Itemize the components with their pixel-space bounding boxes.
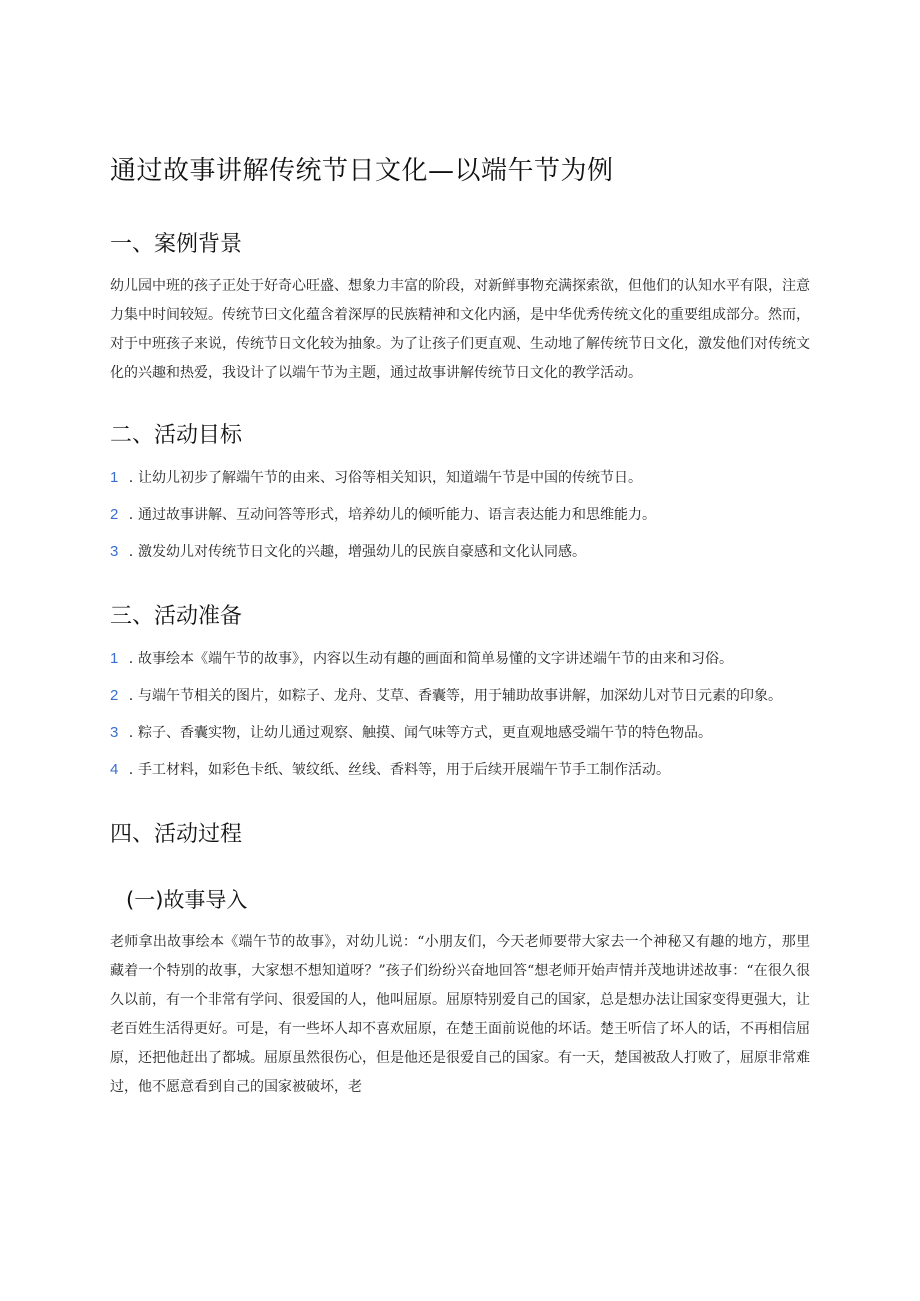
list-item: 1 . 让幼儿初步了解端午节的由来、习俗等相关知识，知道端午节是中国的传统节日。 — [110, 463, 810, 493]
list-number: 2 — [110, 687, 119, 704]
section-heading-background: 一、案例背景 — [110, 232, 243, 257]
list-item-text: 故事绘本《端午节的故事》，内容以生动有趣的画面和简单易懂的文字讲述端午节的由来和习俗。 — [138, 651, 733, 667]
list-item: 3 . 激发幼儿对传统节日文化的兴趣，增强幼儿的民族自豪感和文化认同感。 — [110, 537, 810, 567]
list-number: 1 — [110, 469, 119, 486]
background-paragraph: 幼儿园中班的孩子正处于好奇心旺盛、想象力丰富的阶段，对新鲜事物充满探索欲，但他们的认知水平有限，注意力集中时间较短。传统节曰文化蕴含着深厚的民族精神和文化内涵，是中华优秀传统文化的重要组成部分。然而，对于中班孩子来说，传统节日文化较为抽象。为了让孩子们更直观、生动地了解传统节日文化，激发他们对传统文化的兴趣和热爱，我设计了以端午节为主题，通过故事讲解传统节日文化的教学活动。 — [110, 278, 810, 381]
list-number: 3 — [110, 724, 119, 741]
section-heading-goals: 二、活动目标 — [110, 423, 243, 448]
list-item-text: 激发幼儿对传统节日文化的兴趣，增强幼儿的民族自豪感和文化认同感。 — [138, 544, 586, 560]
list-item: 3 . 粽子、香囊实物，让幼儿通过观察、触摸、闻气味等方式，更直观地感受端午节的特色物品。 — [110, 718, 810, 748]
list-item: 4 . 手工材料，如彩色卡纸、皱纹纸、丝线、香料等，用于后续开展端午节手工制作活动。 — [110, 755, 810, 785]
list-item-text: 让幼儿初步了解端午节的由来、习俗等相关知识，知道端午节是中国的传统节日。 — [138, 470, 642, 486]
section-preparation — [110, 599, 810, 785]
section-heading-preparation: 三、活动准备 — [110, 604, 243, 629]
list-item: 2 . 通过故事讲解、互动问答等形式，培养幼儿的倾听能力、语言表达能力和思维能力。 — [110, 500, 810, 530]
list-item: 1 . 故事绘本《端午节的故事》，内容以生动有趣的画面和简单易懂的文字讲述端午节的由来和习俗。 — [110, 644, 810, 674]
preparation-list — [110, 644, 810, 785]
section-heading-process: 四、活动过程 — [110, 822, 243, 847]
process-paragraph: 老师拿出故事绘本《端午节的故事》，对幼儿说：“小朋友们，今天老师要带大家去一个神秘又有趣的地方，那里藏着一个特别的故事，大家想不想知道呀？”孩子们纷纷兴奋地回答“想老师开始声情并茂地讲述故事：“在很久很久以前，有一个非常有学问、很爱国的人，他叫屈原。屈原特别爱自己的国家，总是想办法让国家变得更强大，让老百姓生活得更好。可是，有一些坏人却不喜欢屈原，在楚王面前说他的坏话。楚王听信了坏人的话，不再相信屈原，还把他赶出了都城。屈原虽然很伤心，但是他还是很爱自己的国家。有一天，楚国被敌人打败了，屈原非常难过，他不愿意看到自己的国家被破坏，老 — [110, 934, 810, 1095]
list-item: 2 . 与端午节相关的图片，如粽子、龙舟、艾草、香囊等，用于辅助故事讲解，加深幼儿对节日元素的印象。 — [110, 681, 810, 711]
sub-heading-story-intro: (一)故事导入 — [126, 888, 248, 912]
document-title: 通过故事讲解传统节日文化—以端午节为例 — [110, 156, 614, 186]
list-item-text: 手工材料，如彩色卡纸、皱纹纸、丝线、香料等，用于后续开展端午节手工制作活动。 — [138, 762, 670, 778]
document-content — [110, 150, 810, 1128]
section-process — [110, 817, 810, 1102]
section-background — [110, 227, 810, 388]
section-goals — [110, 418, 810, 567]
list-number: 4 — [110, 761, 119, 778]
list-number: 1 — [110, 650, 119, 667]
list-item-text: 粽子、香囊实物，让幼儿通过观察、触摸、闻气味等方式，更直观地感受端午节的特色物品。 — [138, 725, 712, 741]
list-number: 3 — [110, 543, 119, 560]
goals-list — [110, 463, 810, 567]
list-item-text: 与端午节相关的图片，如粽子、龙舟、艾草、香囊等，用于辅助故事讲解，加深幼儿对节日元素的印象。 — [138, 688, 782, 704]
list-item-text: 通过故事讲解、互动问答等形式，培养幼儿的倾听能力、语言表达能力和思维能力。 — [138, 507, 656, 523]
list-number: 2 — [110, 506, 119, 523]
